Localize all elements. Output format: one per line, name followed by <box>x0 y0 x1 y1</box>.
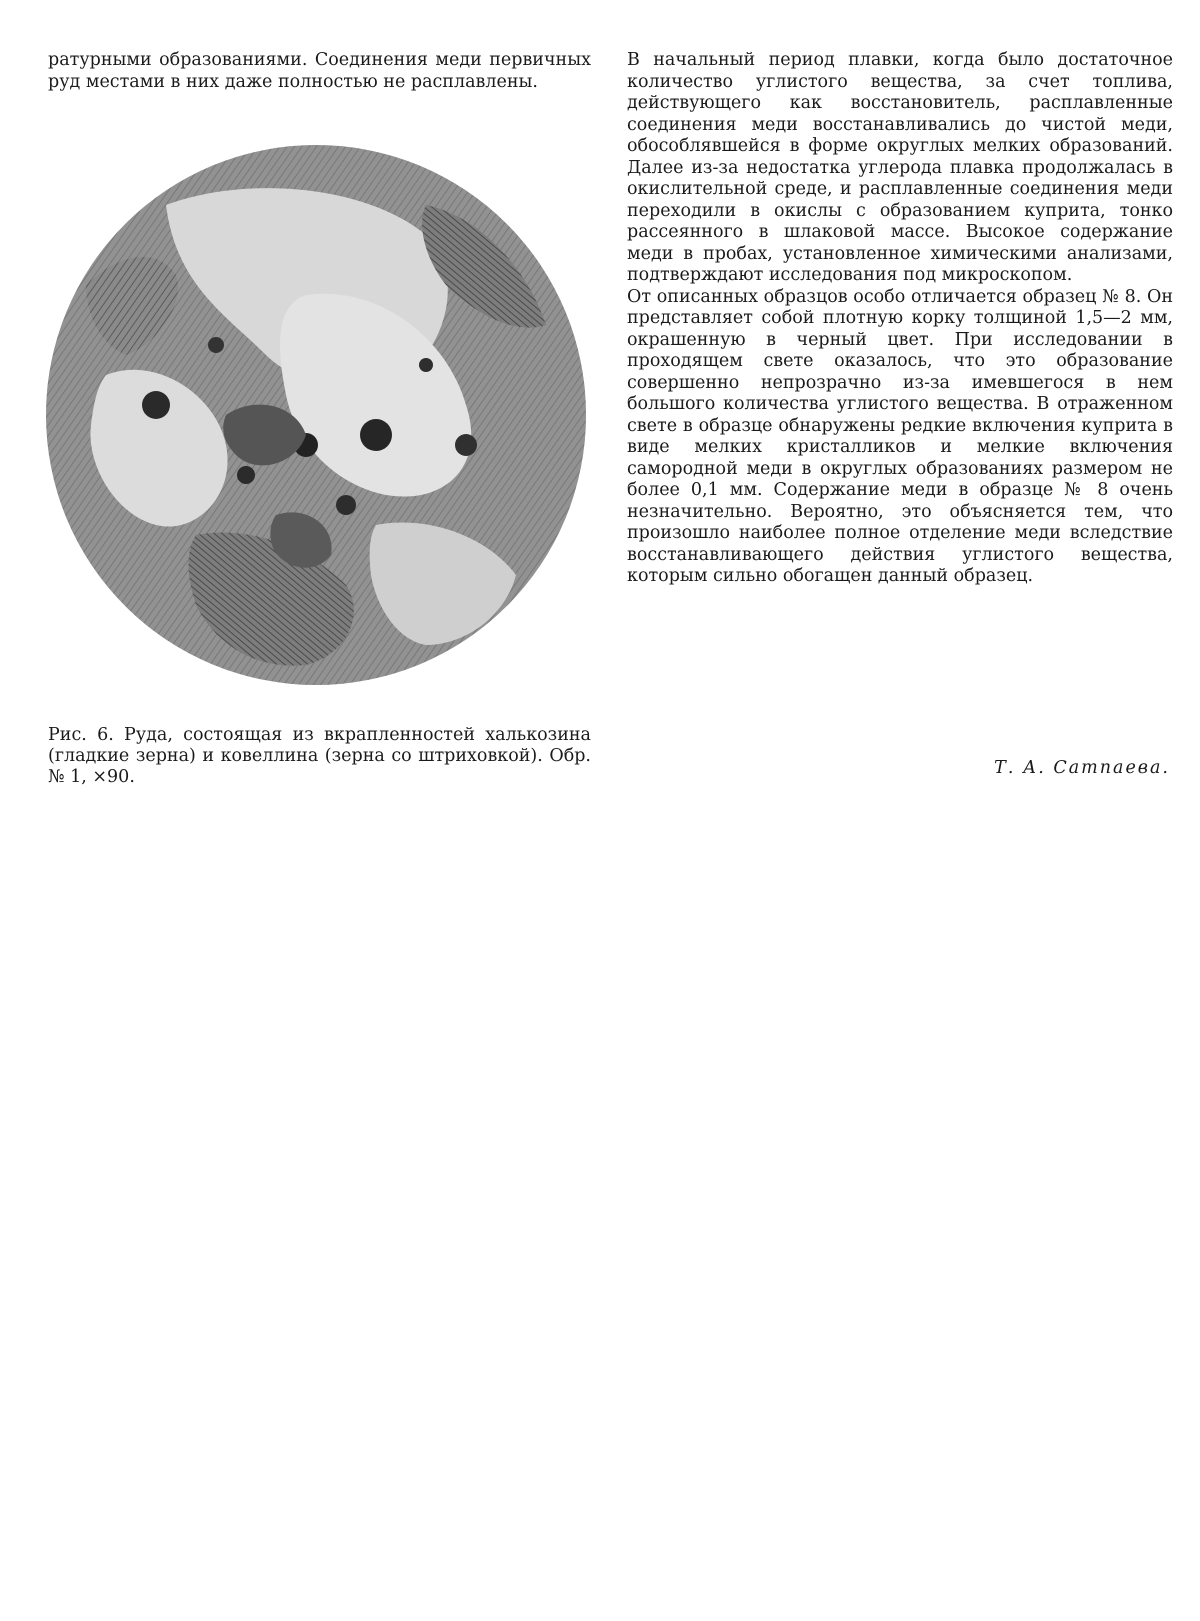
ore-micrograph <box>46 145 586 685</box>
figure-caption: Рис. 6. Руда, состоящая из вкрапленностей халькозина (гладкие зерна) и ковеллина (зерна со штриховкой). Обр. № 1, ×90. <box>48 725 591 787</box>
author-signature: Т. А. Сатпаева. <box>994 758 1170 778</box>
left-paragraph: ратурными образованиями. Соединения меди первичных руд местами в них даже полностью не расплавлены. <box>48 50 591 92</box>
left-column <box>48 50 591 93</box>
right-paragraph-2: От описанных образцов особо отличается образец № 8. Он представляет собой плотную корку толщиной 1,5—2 мм, окрашенную в черный цвет. При исследовании в проходящем свете оказалось, что это образование совершенно непрозрачно из-за имевшегося в нем большого количества углистого вещества. В отраженном свете в образце обнаружены редкие включения куприта в виде мелких кристалликов и мелкие включения самородной меди в округлых образованиях размером не более 0,1 мм. Содержание меди в образце № 8 очень незначительно. Вероятно, это объясняется тем, что произошло наиболее полное отделение меди вследствие восстанавливающего действия углистого вещества, которым сильно обогащен данный образец. <box>627 286 1173 586</box>
micrograph-image <box>46 145 586 685</box>
right-paragraph-1: В начальный период плавки, когда было достаточное количество углистого вещества, за счет топлива, действующего как восстановитель, расплавленные соединения меди восстанавливались до чистой меди, обособлявшейся в форме округлых мелких образований. Далее из-за недостатка углерода плавка продолжалась в окислительной среде, и расплавленные соединения меди переходили в окислы с образованием куприта, тонко рассеянного в шлаковой массе. Высокое содержание меди в пробах, установленное химическими анализами, подтверждают исследования под микроскопом. <box>627 50 1173 285</box>
right-column <box>627 50 1173 588</box>
